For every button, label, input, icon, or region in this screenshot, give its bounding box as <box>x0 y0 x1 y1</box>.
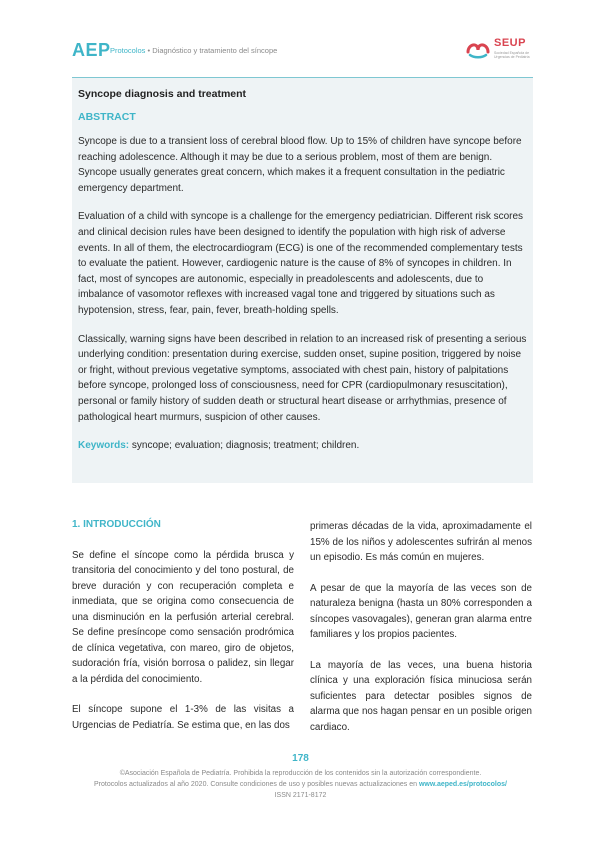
abstract-paragraph: Classically, warning signs have been described in relation to an increased risk of presenting a serious underlying condition: presentation during exercise, sudden onset, supine position, triggered by noise or fright, without previous vegetative symptoms, associated with chest pain, history of palpitations before syncope, prolonged loss of consciousness, need for CPR (cardiopulmonary resuscitation), personal or family history of sudden death or structural heart disease or arrhythmias, presence of pathological heart murmurs, suspicion of other causes. <box>78 333 527 423</box>
page-footer <box>0 768 601 801</box>
seup-logo <box>464 36 548 66</box>
body-paragraph: A pesar de que la mayoría de las veces son de naturaleza benigna (hasta un 80% corresponden a síncopes vasovagales), generan gran alarma entre familiares y los propios pacientes. <box>310 582 532 640</box>
footer-update-line <box>0 779 601 790</box>
breadcrumb-section: Protocolos <box>110 46 146 55</box>
body-paragraph: primeras décadas de la vida, aproximadamente el 15% de los niños y adolescentes sufrirán al menos un episodio. Es más común en mujeres. <box>310 521 532 563</box>
keywords <box>78 438 527 453</box>
aep-logo: AEP <box>72 40 111 60</box>
footer-copyright: ©Asociación Española de Pediatría. Prohibida la reproducción de los contenidos sin la autorización correspondiente. <box>119 770 482 777</box>
page-number: 178 <box>292 753 309 764</box>
abstract-title: Syncope diagnosis and treatment <box>78 88 247 100</box>
body-paragraph: La mayoría de las veces, una buena historia clínica y una exploración física minuciosa serán suficientes para detectar posibles signos de alarma que nos hagan pensar en un posible origen cardiaco. <box>310 659 532 733</box>
abstract-box <box>72 77 533 483</box>
body-paragraph: El síncope supone el 1-3% de las visitas a Urgencias de Pediatría. Se estima que, en las dos <box>72 704 294 731</box>
seup-subtitle: Sociedad Española de Urgencias de Pediatría <box>494 51 530 59</box>
breadcrumb <box>110 46 277 55</box>
footer-link[interactable]: www.aeped.es/protocolos/ <box>418 781 507 788</box>
body-paragraph: Se define el síncope como la pérdida brusca y transitoria del conocimiento y del tono postural, de breve duración y con recuperación completa e inmediata, que se origina como consecuencia de una disminución en la perfusión arterial cerebral. Se define presíncope como sensación prodrómica de clínica vegetativa, con mareo, giro de objetos, sudoración fría, visión borrosa o palidez, sin llegar a la pérdida del conocimiento. <box>72 549 294 685</box>
abstract-paragraph: Syncope is due to a transient loss of cerebral blood flow. Up to 15% of children have syncope before reaching adolescence. Although it may be due to a serious problem, most of them are benign. Syncope usually generates great concern, which makes it a frequent consultation in the pediatric emergency department. <box>78 136 522 194</box>
footer-issn: ISSN 2171-8172 <box>274 792 327 799</box>
abstract-heading: ABSTRACT <box>78 111 136 123</box>
body-column-left <box>72 517 294 748</box>
seup-emblem-icon <box>464 38 492 60</box>
breadcrumb-title: Diagnóstico y tratamiento del síncope <box>152 46 278 55</box>
breadcrumb-separator: • <box>145 46 153 55</box>
section-heading: 1. INTRODUCCIÓN <box>72 519 161 530</box>
seup-wordmark: SEUP <box>494 37 526 49</box>
abstract-paragraph: Evaluation of a child with syncope is a challenge for the emergency pediatrician. Different risk scores and clinical decision rules have been designed to identify the population with high risk of adverse events. In all of them, the electrocardiogram (ECG) is one of the recommended complementary tests to evaluate the patient. However, cardiogenic nature is the cause of 8% of syncopes in children. In fact, most of syncopes are autonomic, especially in preadolescents and adolescents, due to imbalance of vasomotor reflexes with increased vagal tone and triggered by situations such as hypotension, stress, fear, pain, fever, breath-holding spells. <box>78 211 524 316</box>
keywords-list: syncope; evaluation; diagnosis; treatment; children. <box>129 440 360 452</box>
body-column-right <box>310 519 532 750</box>
keywords-label: Keywords: <box>78 440 130 452</box>
footer-update-text: Protocolos actualizados al año 2020. Consulte condiciones de uso y posibles nuevas actualizaciones en <box>94 781 419 788</box>
page-header <box>72 37 547 64</box>
